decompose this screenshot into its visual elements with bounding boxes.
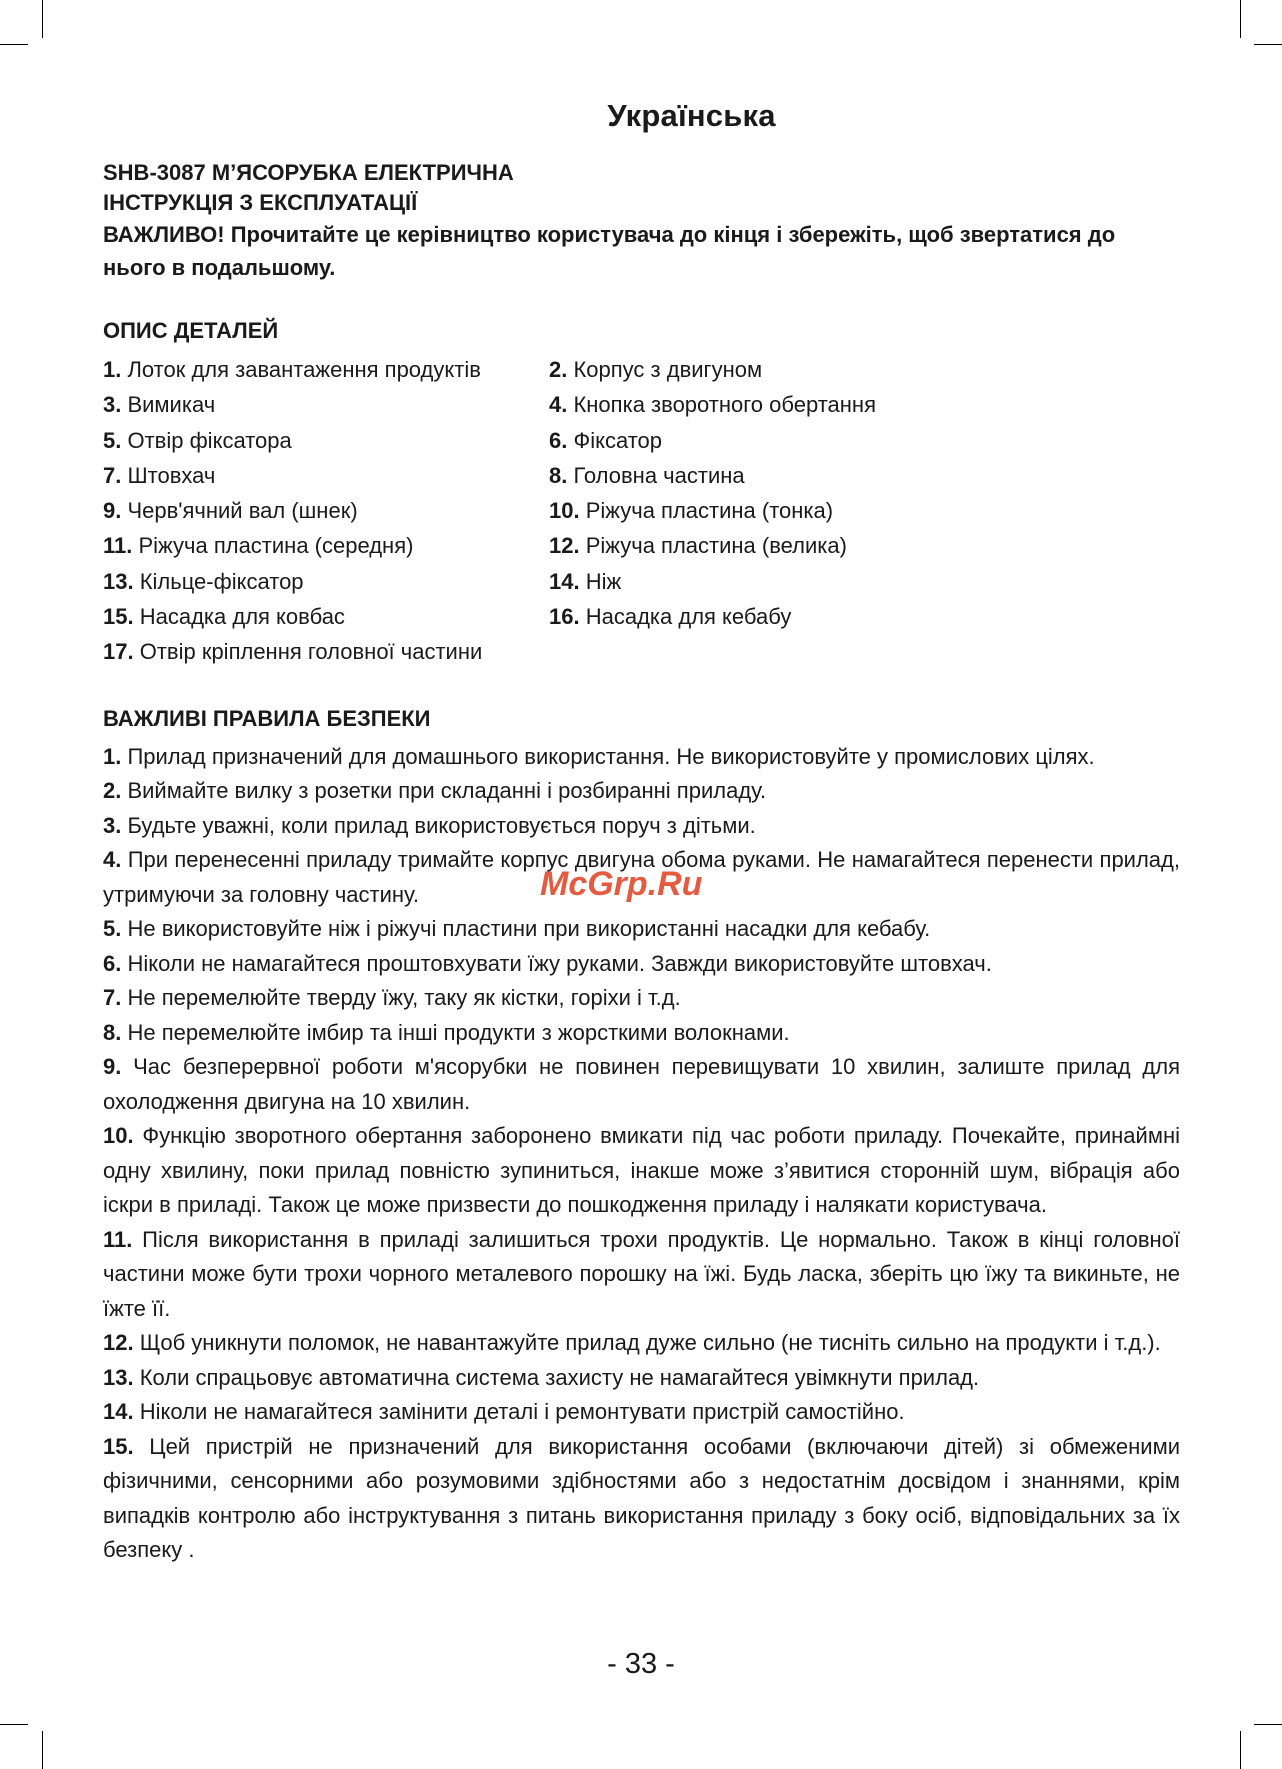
part-item-text: Насадка для кебабу (579, 604, 792, 630)
safety-rule-text: Коли спрацьовує автоматична система захисту не намагайтеся увімкнути прилад. (133, 1364, 980, 1390)
crop-mark (1254, 1724, 1282, 1725)
part-item-number: 4. (549, 392, 568, 418)
safety-rule-number: 1. (103, 743, 122, 769)
safety-rule-text: Прилад призначений для домашнього використання. Не використовуйте у промислових цілях. (121, 743, 1095, 769)
safety-rule (103, 1430, 1180, 1568)
safety-rule-text: Щоб уникнути поломок, не навантажуйте прилад дуже сильно (не тисніть сильно на продукти і т.д.). (133, 1330, 1161, 1356)
safety-rule-number: 9. (103, 1054, 122, 1080)
safety-rule (103, 947, 1180, 982)
crop-mark (42, 1731, 43, 1769)
safety-rule-number: 11. (103, 1226, 133, 1252)
crop-mark (0, 1724, 28, 1725)
part-item (549, 528, 1149, 563)
part-item-text: Черв'ячний вал (шнек) (121, 498, 358, 524)
safety-rule-number: 7. (103, 985, 122, 1011)
part-item-number: 13. (103, 568, 134, 594)
part-item-number: 17. (103, 639, 134, 665)
watermark: McGrp.Ru (540, 865, 703, 903)
language-heading: Українська (607, 98, 776, 133)
safety-rule-text: Ніколи не намагайтеся проштовхувати їжу руками. Завжди використовуйте штовхач. (121, 950, 992, 976)
crop-mark (0, 44, 28, 45)
part-item-text: Корпус з двигуном (567, 357, 763, 382)
safety-rule-number: 8. (103, 1019, 122, 1045)
manual-title: ІНСТРУКЦІЯ З ЕКСПЛУАТАЦІЇ (103, 190, 418, 215)
safety-rule (103, 1050, 1180, 1119)
part-item-number: 16. (549, 604, 580, 630)
part-item (549, 599, 1149, 634)
safety-rules-list (103, 740, 1180, 1568)
safety-rule-number: 6. (103, 950, 122, 976)
part-item-text: Ніж (579, 568, 622, 594)
safety-rule-text: Час безперервної роботи м'ясорубки не повинен перевищувати 10 хвилин, залиште прилад для охолодження двигуна на 10 хвилин. (103, 1054, 1180, 1114)
safety-rule-number: 3. (103, 812, 122, 838)
part-item (549, 352, 1149, 387)
part-item-text: Насадка для ковбас (133, 604, 345, 630)
part-item (103, 493, 549, 528)
safety-rule-text: Після використання в приладі залишиться трохи продуктів. Це нормально. Також в кінці головної частини може бути трохи чорного металевого порошку на їжі. Будь ласка, зберіть цю їжу та викиньте, не їжте її. (103, 1226, 1180, 1321)
part-item (549, 564, 1149, 599)
part-item-text: Фіксатор (567, 427, 663, 453)
part-item-text: Вимикач (121, 392, 216, 418)
document-page (103, 98, 1180, 1568)
safety-rule (103, 1119, 1180, 1223)
safety-rule (103, 740, 1180, 775)
safety-rule-number: 5. (103, 916, 122, 942)
part-item-number: 14. (549, 568, 580, 594)
safety-rule-text: Не використовуйте ніж і ріжучі пластини при використанні насадки для кебабу. (121, 916, 931, 942)
safety-rule (103, 1326, 1180, 1361)
safety-rule-number: 12. (103, 1330, 134, 1356)
part-item-number: 3. (103, 392, 122, 418)
model-title: SHB-3087 М’ЯСОРУБКА ЕЛЕКТРИЧНА (103, 160, 514, 185)
page-number: - 33 - (607, 1648, 675, 1680)
crop-mark (1240, 0, 1241, 38)
part-item-text: Отвір кріплення головної частини (133, 639, 483, 665)
parts-section-title: ОПИС ДЕТАЛЕЙ (103, 318, 279, 343)
part-item-text: Головна частина (567, 462, 745, 488)
part-item (103, 387, 549, 422)
safety-rule-text: Функцію зворотного обертання заборонено вмикати під час роботи приладу. Почекайте, принаймні одну хвилину, поки прилад повністю зупиниться, інакше може з’явитися сторонній шум, вібрація або іскри в приладі. Також це може призвести до пошкодження приладу і налякати користувача. (103, 1123, 1180, 1218)
safety-rule-text: При перенесенні приладу тримайте корпус двигуна обома руками. Не намагайтеся перенести прилад, утримуючи за головну частину. (103, 847, 1180, 907)
part-item-text: Лоток для завантаження продуктів (121, 357, 481, 382)
safety-rule-number: 14. (103, 1399, 134, 1425)
part-item (103, 634, 549, 669)
crop-mark (1240, 1731, 1241, 1769)
part-item-text: Отвір фіксатора (121, 427, 292, 453)
safety-rule (103, 912, 1180, 947)
safety-rule (103, 1395, 1180, 1430)
part-item-number: 11. (103, 533, 133, 559)
safety-rule-text: Не перемелюйте імбир та інші продукти з жорсткими волокнами. (121, 1019, 790, 1045)
crop-mark (1254, 44, 1282, 45)
part-item-text: Ріжуча пластина (тонка) (579, 498, 834, 524)
part-item (103, 458, 549, 493)
part-item (103, 599, 549, 634)
safety-rule-text: Ніколи не намагайтеся замінити деталі і ремонтувати пристрій самостійно. (133, 1399, 905, 1425)
part-item (549, 423, 1149, 458)
safety-rule (103, 809, 1180, 844)
safety-rule-number: 10. (103, 1123, 134, 1149)
part-item-number: 7. (103, 462, 122, 488)
part-item-number: 1. (103, 357, 122, 382)
part-item (103, 352, 549, 387)
part-item (103, 564, 549, 599)
part-item (103, 423, 549, 458)
part-item (103, 528, 549, 563)
safety-rule-number: 13. (103, 1364, 134, 1390)
safety-rule-text: Виймайте вилку з розетки при складанні і розбиранні приладу. (121, 778, 767, 804)
part-item-number: 8. (549, 462, 568, 488)
part-item-number: 9. (103, 498, 122, 524)
part-item (549, 458, 1149, 493)
safety-rule (103, 1361, 1180, 1396)
part-item (549, 387, 1149, 422)
safety-rule-number: 2. (103, 778, 122, 804)
safety-rule-number: 4. (103, 847, 122, 873)
part-item-text: Штовхач (121, 462, 216, 488)
safety-rule-text: Цей пристрій не призначений для використання особами (включаючи дітей) зі обмеженими фізичними, сенсорними або розумовими здібностями або з недостатнім досвідом і знаннями, крім випадків контролю або інструктування з питань використання приладу з боку осіб, відповідальних за їх безпеку . (103, 1433, 1180, 1563)
safety-rule-text: Не перемелюйте тверду їжу, таку як кістки, горіхи і т.д. (121, 985, 681, 1011)
part-item-text: Кнопка зворотного обертання (567, 392, 876, 418)
part-item (549, 493, 1149, 528)
safety-rule-text: Будьте уважні, коли прилад використовується поруч з дітьми. (121, 812, 756, 838)
part-item-number: 12. (549, 533, 580, 559)
safety-rule (103, 981, 1180, 1016)
part-item-text: Кільце-фіксатор (133, 568, 304, 594)
part-item-text: Ріжуча пластина (середня) (132, 533, 414, 559)
safety-rule (103, 1016, 1180, 1051)
part-item-number: 6. (549, 427, 568, 453)
safety-rule (103, 774, 1180, 809)
part-item-number: 2. (549, 357, 568, 382)
part-item-number: 5. (103, 427, 122, 453)
safety-rule-number: 15. (103, 1433, 134, 1459)
part-item-text: Ріжуча пластина (велика) (579, 533, 847, 559)
safety-rule (103, 1223, 1180, 1327)
part-item-number: 15. (103, 604, 134, 630)
important-note: ВАЖЛИВО! Прочитайте це керівництво користувача до кінця і збережіть, щоб звертатися до нього в подальшому. (103, 222, 1116, 280)
safety-section-title: ВАЖЛИВІ ПРАВИЛА БЕЗПЕКИ (103, 705, 431, 731)
part-item-number: 10. (549, 498, 580, 524)
parts-list (103, 352, 1180, 670)
crop-mark (42, 0, 43, 38)
